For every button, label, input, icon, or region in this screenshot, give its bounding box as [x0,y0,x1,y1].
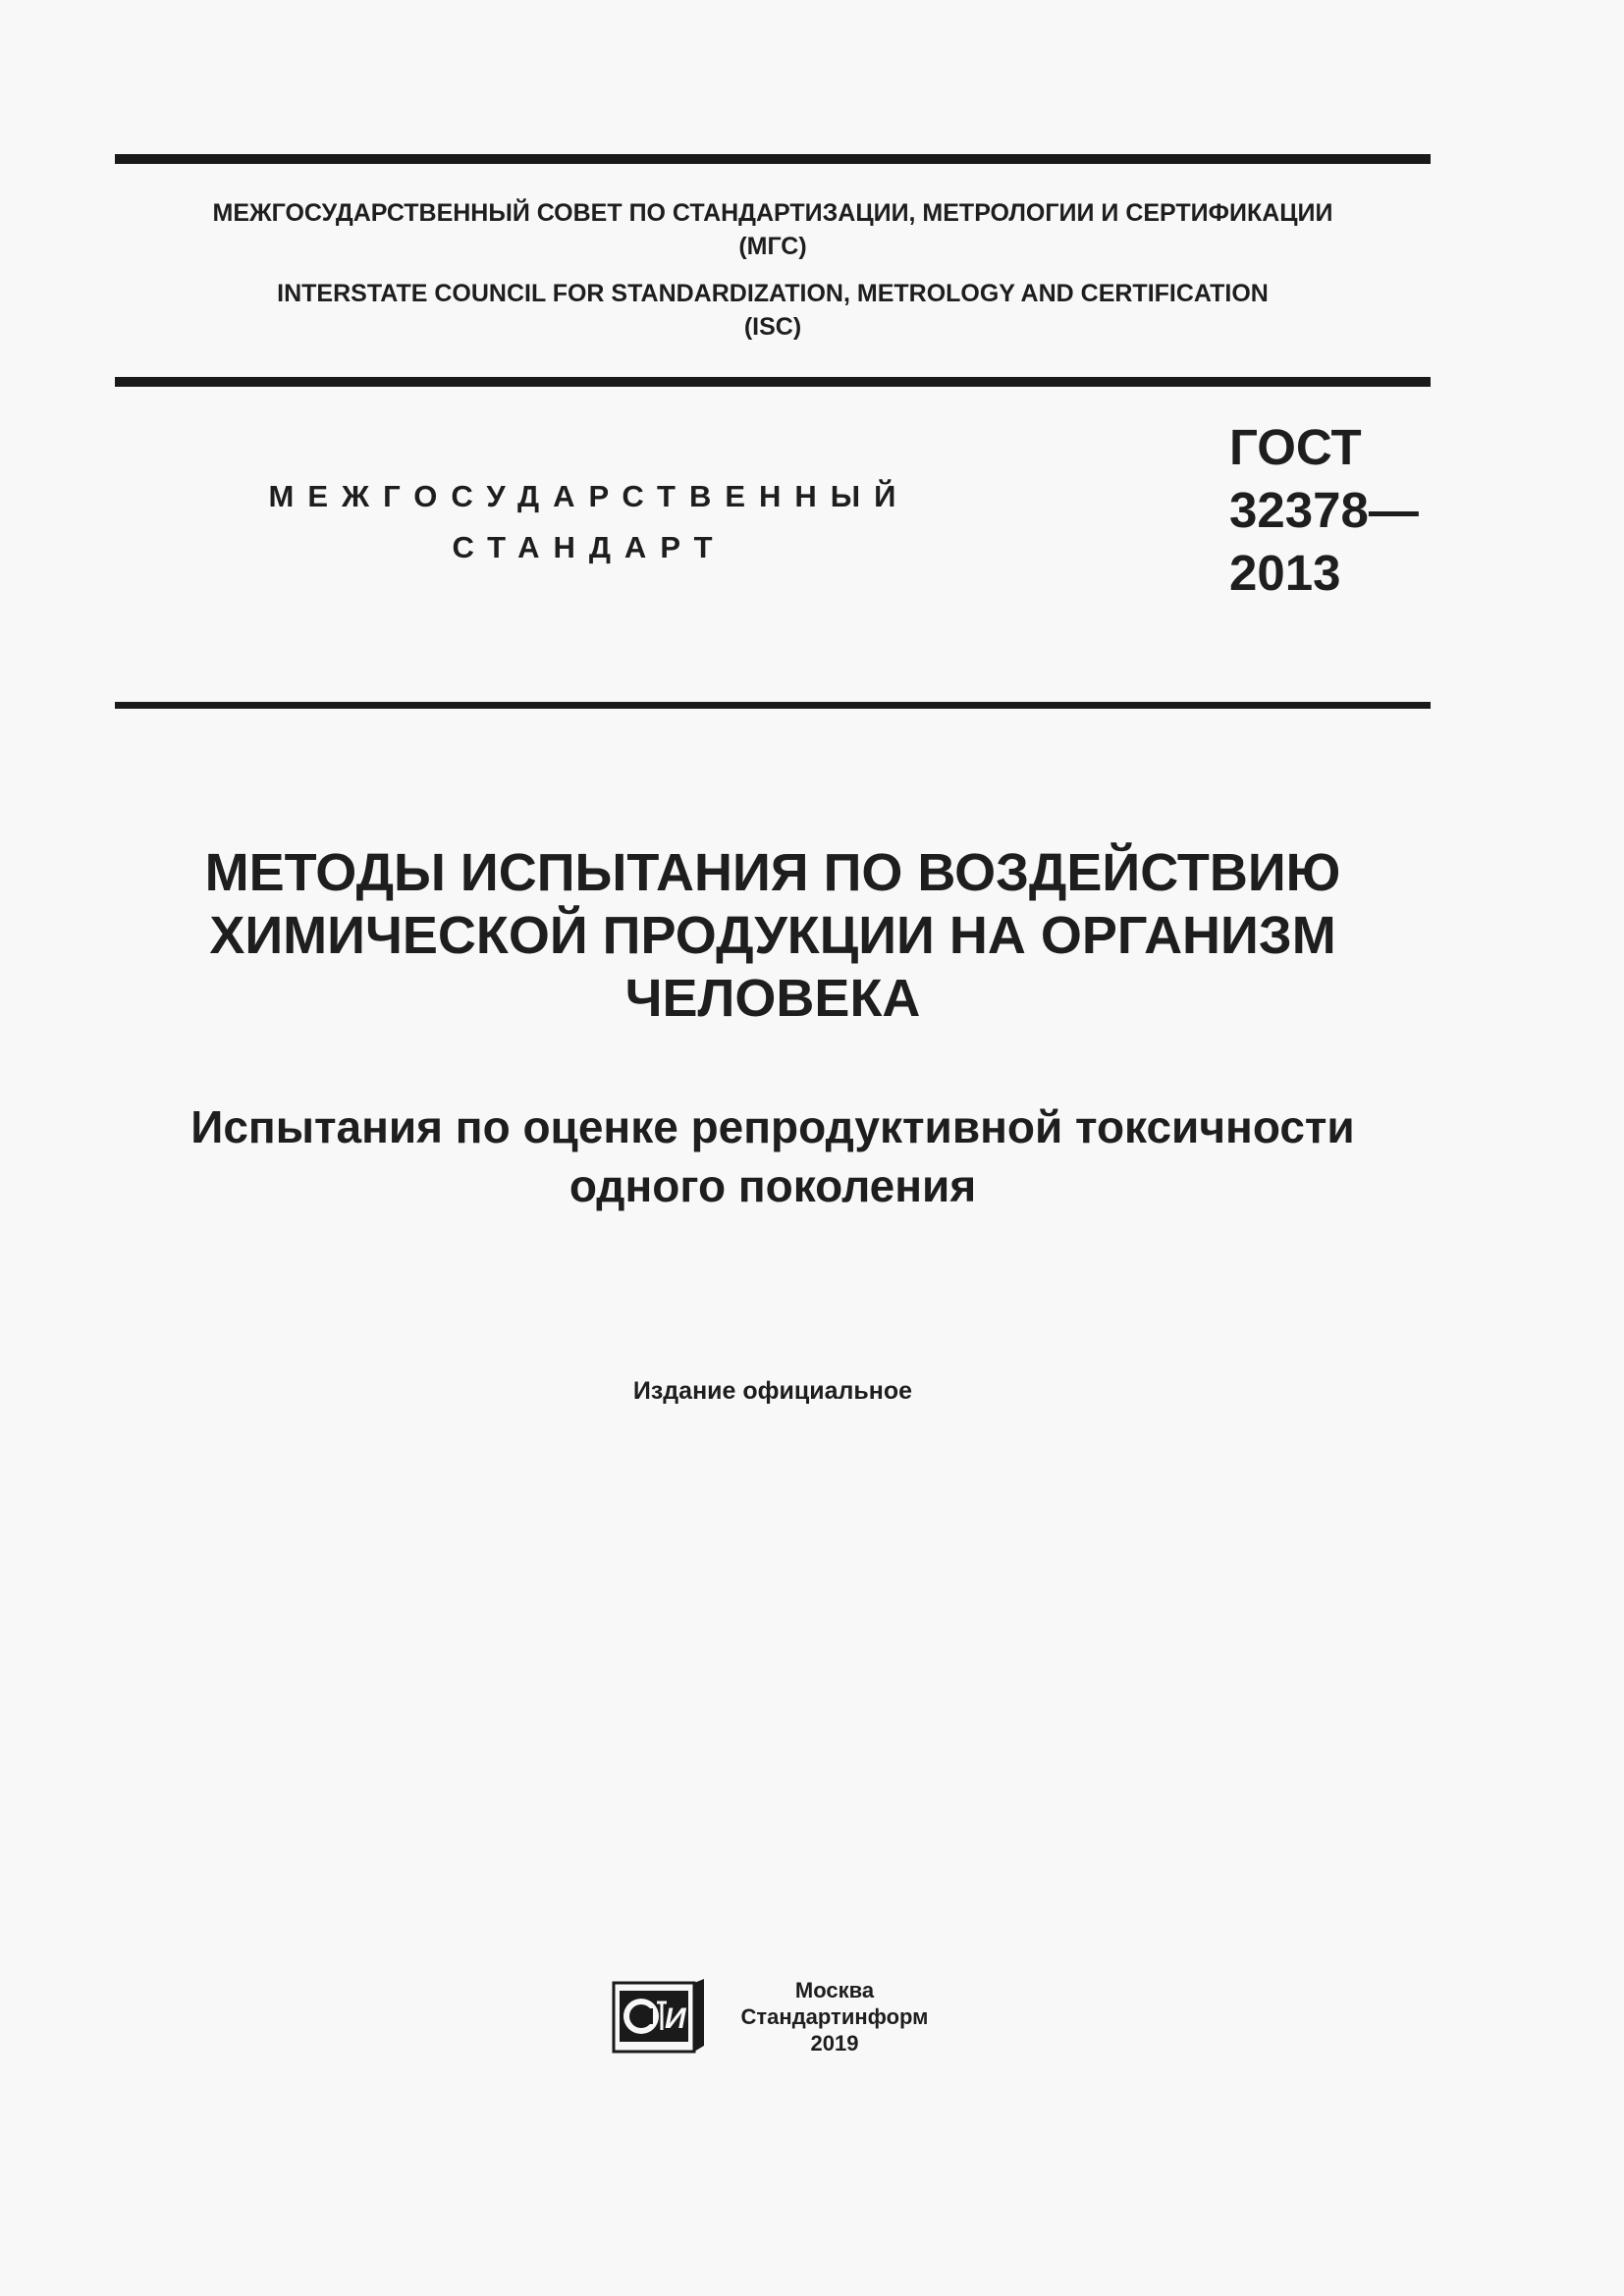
lower-rule [115,702,1431,709]
publisher-logo-icon [612,1979,706,2054]
top-rule [115,154,1431,164]
edition-label: Издание официальное [632,1377,913,1405]
standard-number-year: 2013 [1229,545,1341,601]
council-name-ru [115,196,1431,263]
svg-text:И: И [665,2002,686,2035]
council-name-ru-line: МЕЖГОСУДАРСТВЕННЫЙ СОВЕТ ПО СТАНДАРТИЗАЦИИ, МЕТРОЛОГИИ И СЕРТИФИКАЦИИ [212,199,1333,227]
document-subtitle-line: одного поколения [568,1160,977,1211]
standard-type-label [255,471,923,573]
standard-number-prefix: ГОСТ [1229,419,1362,475]
council-name-en [115,277,1431,344]
middle-rule [115,377,1431,387]
publisher-name: Стандартинформ [740,2004,929,2029]
publisher-year: 2019 [810,2031,859,2056]
standard-type-line-1: МЕЖГОСУДАРСТВЕННЫЙ [268,479,910,513]
document-subtitle-line: Испытания по оценке репродуктивной токсичности [190,1101,1355,1152]
document-title [115,841,1431,1030]
council-abbr-en: (ISC) [743,313,802,341]
publisher-info [717,1977,952,2056]
council-abbr-ru: (МГС) [738,233,807,260]
standard-number-code: 32378— [1229,482,1419,538]
standard-number [1229,416,1426,605]
document-subtitle [115,1097,1431,1215]
document-title-line: МЕТОДЫ ИСПЫТАНИЯ ПО ВОЗДЕЙСТВИЮ [204,843,1341,902]
standard-type-line-2: СТАНДАРТ [452,530,727,564]
document-title-line: ХИМИЧЕСКОЙ ПРОДУКЦИИ НА ОРГАНИЗМ [209,906,1336,965]
publisher-city: Москва [794,1978,875,2002]
council-name-en-line: INTERSTATE COUNCIL FOR STANDARDIZATION, METROLOGY AND CERTIFICATION [277,280,1269,307]
document-title-line: ЧЕЛОВЕКА [624,969,921,1028]
